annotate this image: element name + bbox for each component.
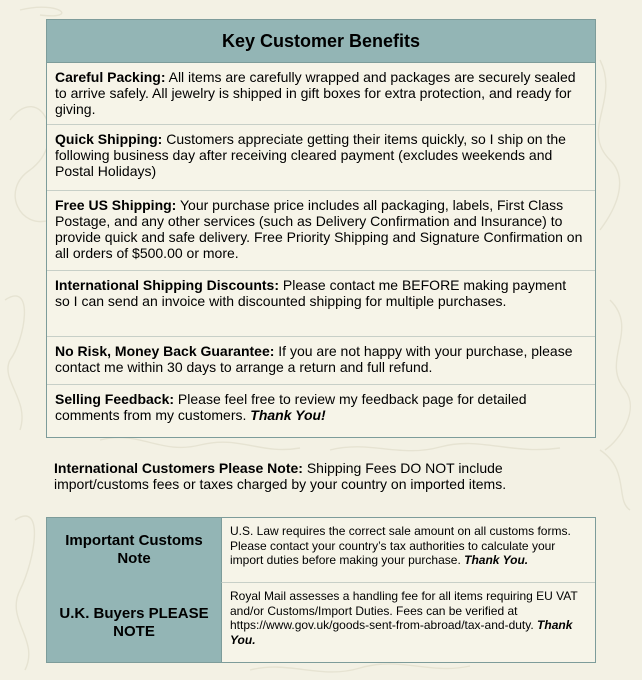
benefit-text: Customers appreciate getting their items quickly, so I ship on the following business day after receiving cleared payment (excludes weekends and Postal Holidays) bbox=[55, 131, 566, 179]
uk-buyers-title: U.K. Buyers PLEASE NOTE bbox=[47, 583, 221, 662]
benefit-careful-packing bbox=[47, 63, 595, 125]
customs-note-body: U.S. Law requires the correct sale amount on all customs forms. Please contact your country’s tax authorities to calculate your import duties before making your purchase. bbox=[230, 524, 571, 567]
customs-note-title: Important Customs Note bbox=[47, 518, 221, 583]
benefit-text: Please feel free to review my feedback page for detailed comments from my customers. bbox=[55, 391, 527, 423]
key-benefits-table bbox=[46, 19, 596, 438]
customs-note-text bbox=[221, 518, 595, 583]
uk-buyers-emphasis: Thank You. bbox=[230, 618, 573, 647]
benefit-label: No Risk, Money Back Guarantee: bbox=[55, 343, 275, 359]
note-text: Shipping Fees DO NOT include import/customs fees or taxes charged by your country on imported items. bbox=[54, 460, 507, 492]
benefit-label: International Shipping Discounts: bbox=[55, 277, 279, 293]
benefit-international-discounts bbox=[47, 271, 595, 337]
uk-buyers-body: Royal Mail assesses a handling fee for all items requiring EU VAT and/or Customs/Import Duties. Fees can be verified at https://www.gov.uk/goods-sent-from-abroad/tax-and-duty. bbox=[230, 589, 578, 633]
benefits-title: Key Customer Benefits bbox=[47, 20, 595, 63]
benefit-label: Selling Feedback: bbox=[55, 391, 175, 407]
benefit-free-us-shipping bbox=[47, 191, 595, 271]
benefit-text: Please contact me BEFORE making payment so I can send an invoice with discounted shipping for multiple purchases. bbox=[55, 277, 567, 309]
benefit-money-back-guarantee bbox=[47, 337, 595, 385]
benefit-text: If you are not happy with your purchase, please contact me within 30 days to arrange a return and full refund. bbox=[55, 343, 573, 375]
benefit-emphasis: Thank You! bbox=[250, 407, 326, 423]
benefit-label: Quick Shipping: bbox=[55, 131, 163, 147]
benefit-text: All items are carefully wrapped and packages are securely sealed to arrive safely. All jewelry is shipped in gift boxes for extra protection, and ready for giving. bbox=[55, 69, 576, 117]
benefit-label: Careful Packing: bbox=[55, 69, 166, 85]
note-label: International Customers Please Note: bbox=[54, 460, 303, 476]
benefit-selling-feedback bbox=[47, 385, 595, 437]
customs-note-emphasis: Thank You. bbox=[464, 553, 529, 567]
benefit-label: Free US Shipping: bbox=[55, 197, 177, 213]
customs-notes-table bbox=[46, 517, 596, 663]
benefit-text: Your purchase price includes all packaging, labels, First Class Postage, and any other services (such as Delivery Confirmation and Insurance) to provide quick and safe delivery. Free Priority Shipping and Signature Confirmation on all orders of $500.00 or more. bbox=[55, 197, 583, 261]
benefit-quick-shipping bbox=[47, 125, 595, 191]
international-customers-note bbox=[54, 460, 574, 492]
uk-buyers-text bbox=[221, 583, 595, 662]
